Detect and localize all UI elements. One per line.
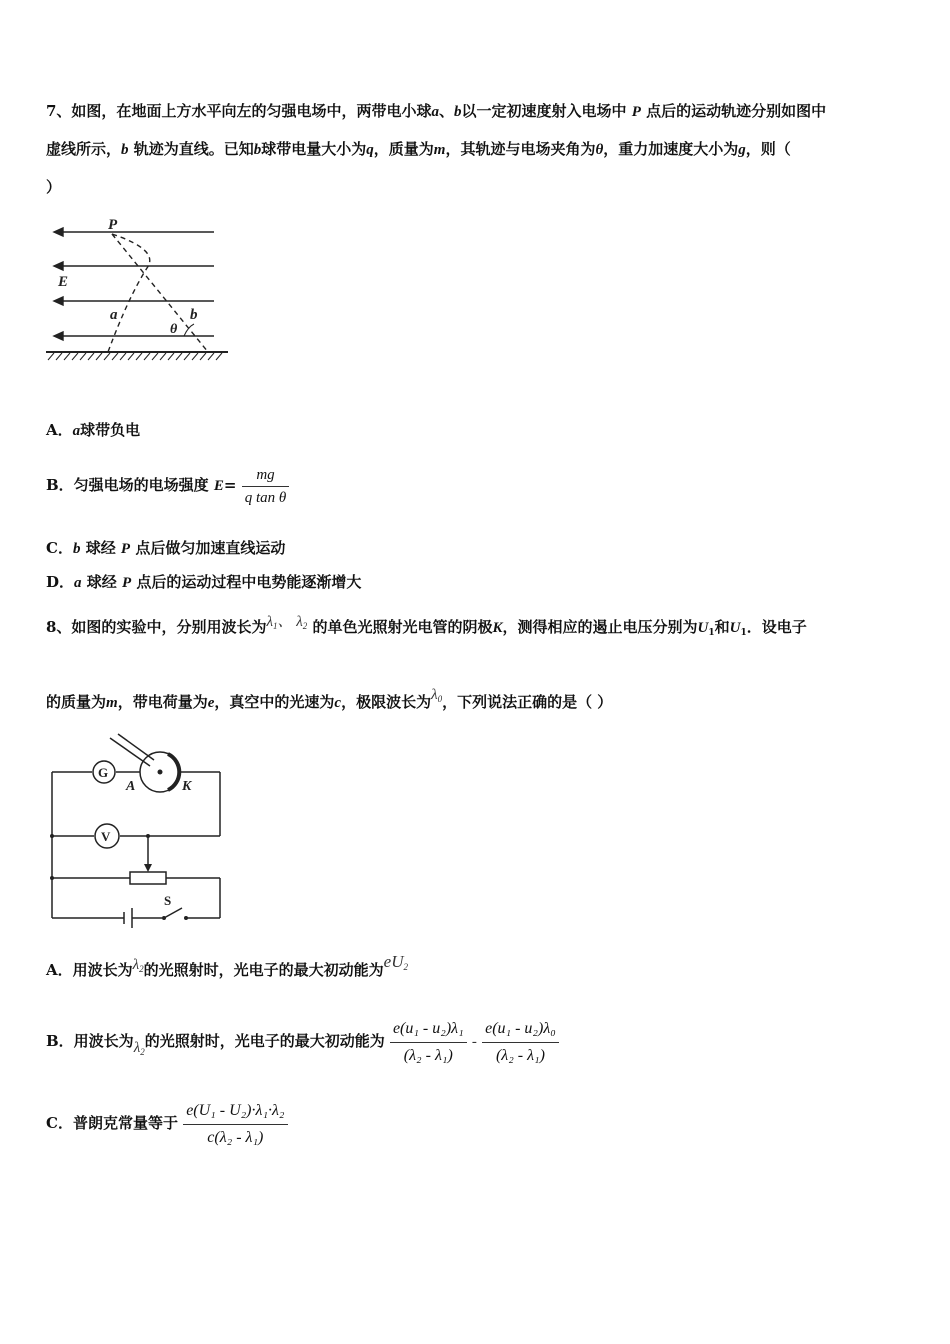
- lambda-symbol: λ: [296, 614, 303, 630]
- theta-angle-arc: [184, 324, 194, 336]
- var-q: q: [366, 142, 374, 158]
- option-text: 球经: [85, 539, 121, 557]
- var-b: b: [453, 104, 462, 120]
- arrow-left-icon: [54, 332, 63, 340]
- q8-circuit-figure: [46, 732, 226, 928]
- fraction-denominator: q tan θ: [244, 489, 287, 506]
- switch-contact: [162, 916, 166, 920]
- trajectory-b: [112, 234, 208, 352]
- q7-text: 、: [438, 102, 454, 120]
- var-u: U: [697, 620, 709, 636]
- q7-option-d[interactable]: [46, 572, 361, 593]
- subscript: 2: [302, 621, 308, 631]
- trajectory-a: [108, 234, 150, 352]
- option-text: 点后的运动过程中电势能逐渐增大: [131, 573, 362, 591]
- q7-text: 球带电量大小为: [261, 140, 367, 158]
- option-text: D．: [46, 573, 75, 591]
- subscript: 1: [272, 621, 278, 631]
- q8-text: ，真空中的光速为: [214, 693, 335, 711]
- fraction-2: [482, 1018, 559, 1067]
- var-p: P: [631, 104, 641, 120]
- q7-text: 点后的运动轨迹分别如图中: [646, 102, 827, 120]
- fraction-denominator: c(λ₂ - λ₁): [207, 1128, 264, 1146]
- var-b: b: [121, 142, 129, 158]
- lambda-symbol: λ: [132, 957, 140, 973]
- option-text: A．: [46, 421, 73, 439]
- q8-stem-line-2: [46, 687, 612, 722]
- q8-text: ，极限波长为: [341, 693, 432, 711]
- label-g: G: [98, 765, 109, 780]
- formula-eu: eU: [383, 952, 404, 971]
- var-b: b: [253, 142, 262, 158]
- q8-option-a[interactable]: [46, 952, 408, 987]
- q8-text: 和: [714, 618, 730, 636]
- q8-text: ，下列说法正确的是（ ）: [442, 693, 613, 711]
- fraction-denominator: (λ₂ - λ₁): [403, 1046, 453, 1064]
- var-p: P: [121, 575, 132, 591]
- subscript: 0: [437, 694, 443, 704]
- q7-text: ，重力加速度大小为: [603, 140, 739, 158]
- q8-text: 8、如图的实验中，分别用波长为: [46, 618, 267, 636]
- q7-stem-line-1: [46, 101, 826, 122]
- rheostat: [130, 872, 166, 884]
- subscript: 2: [140, 1047, 145, 1057]
- label-a: A: [126, 779, 136, 794]
- var-g: g: [738, 142, 746, 158]
- fraction-numerator: e(u₁ - u₂)λ₀: [482, 1018, 559, 1043]
- subscript: 2: [403, 962, 408, 972]
- var-k: K: [492, 620, 503, 636]
- slider-arrow-icon: [144, 864, 152, 872]
- var-p: P: [120, 541, 131, 557]
- label-theta: θ: [170, 322, 178, 337]
- q7-option-c[interactable]: [46, 538, 285, 559]
- q7-text: ，则（: [745, 140, 791, 158]
- var-m: m: [433, 142, 446, 158]
- fraction-planck: [183, 1100, 287, 1149]
- label-k: K: [182, 779, 192, 794]
- q8-stem-line-1: [46, 612, 807, 648]
- var-a: a: [72, 423, 81, 439]
- q8-text: ，测得相应的遏止电压分别为: [502, 618, 698, 636]
- q8-text: 的单色光照射光电管的阴极: [312, 618, 493, 636]
- option-text: B．匀强电场的电场强度: [46, 476, 214, 494]
- q7-text: 以一定初速度射入电场中: [461, 102, 627, 120]
- q7-text: 轨迹为直线。已知: [133, 140, 254, 158]
- label-e: E: [58, 274, 69, 290]
- anode-a: [158, 770, 163, 775]
- option-text: 的光照射时，光电子的最大初动能为: [143, 961, 384, 979]
- option-text: 的光照射时，光电子的最大初动能为: [144, 1032, 385, 1050]
- label-s: S: [164, 893, 172, 908]
- fraction-denominator: (λ₂ - λ₁): [495, 1046, 545, 1064]
- arrow-left-icon: [54, 228, 63, 236]
- option-text: 点后做匀加速直线运动: [130, 539, 286, 557]
- q7-text: ，质量为: [373, 140, 434, 158]
- subscript: 2: [139, 964, 144, 974]
- lambda-symbol: λ: [133, 1040, 141, 1056]
- lambda-symbol: λ: [431, 687, 438, 703]
- q7-option-b[interactable]: [46, 454, 289, 517]
- junction: [146, 834, 150, 838]
- subscript: 1: [708, 628, 715, 638]
- fraction-mg-over-qtan: [242, 466, 290, 507]
- var-b: b: [72, 541, 81, 557]
- q8-option-b[interactable]: [46, 1006, 559, 1081]
- var-a: a: [431, 104, 439, 120]
- option-text: 球带负电: [80, 421, 141, 439]
- separator: 、: [277, 614, 293, 630]
- option-text: A．用波长为: [46, 961, 133, 979]
- subscript: 1: [740, 628, 747, 638]
- var-m: m: [106, 695, 118, 711]
- switch-contact: [184, 916, 188, 920]
- option-text: C．: [46, 539, 73, 557]
- cathode-k: [168, 754, 179, 790]
- lambda-symbol: λ: [266, 614, 273, 630]
- q7-option-a[interactable]: [46, 420, 140, 441]
- var-e: E: [213, 478, 224, 494]
- q8-text: ．设电子: [746, 618, 807, 636]
- q7-field-figure: [42, 212, 232, 370]
- q7-text: 虚线所示，: [46, 140, 122, 158]
- ground-hatching: [48, 353, 222, 360]
- fraction-numerator: mg: [242, 466, 290, 487]
- minus-sign: -: [471, 1034, 477, 1050]
- q7-stem-line-3: ）: [46, 178, 62, 196]
- label-v: V: [101, 829, 111, 844]
- q7-stem-line-2: [46, 139, 791, 160]
- label-a: a: [110, 307, 118, 323]
- q8-option-c[interactable]: [46, 1090, 288, 1156]
- var-u: U: [729, 620, 741, 636]
- q7-text: ，其轨迹与电场夹角为: [445, 140, 596, 158]
- var-a: a: [74, 575, 82, 591]
- fraction-numerator: e(u₁ - u₂)λ₁: [390, 1018, 467, 1043]
- junction: [50, 834, 54, 838]
- var-c: c: [334, 695, 342, 711]
- switch-s: [164, 908, 182, 918]
- junction: [50, 876, 54, 880]
- q8-text: ，带电荷量为: [117, 693, 208, 711]
- var-e: e: [207, 695, 215, 711]
- fraction-1: [390, 1018, 467, 1067]
- label-b: b: [190, 307, 198, 323]
- option-text: =: [223, 476, 237, 494]
- option-text: B．用波长为: [46, 1032, 134, 1050]
- arrow-left-icon: [54, 262, 63, 270]
- var-theta: θ: [595, 142, 604, 158]
- arrow-left-icon: [54, 297, 63, 305]
- option-text: C．普朗克常量等于: [46, 1114, 178, 1132]
- fraction-numerator: e(U₁ - U₂)·λ₁·λ₂: [183, 1100, 287, 1125]
- q8-text: 的质量为: [46, 693, 107, 711]
- q7-text: 7、如图，在地面上方水平向左的匀强电场中，两带电小球: [46, 102, 432, 120]
- option-text: 球经: [86, 573, 122, 591]
- label-p: P: [108, 217, 118, 233]
